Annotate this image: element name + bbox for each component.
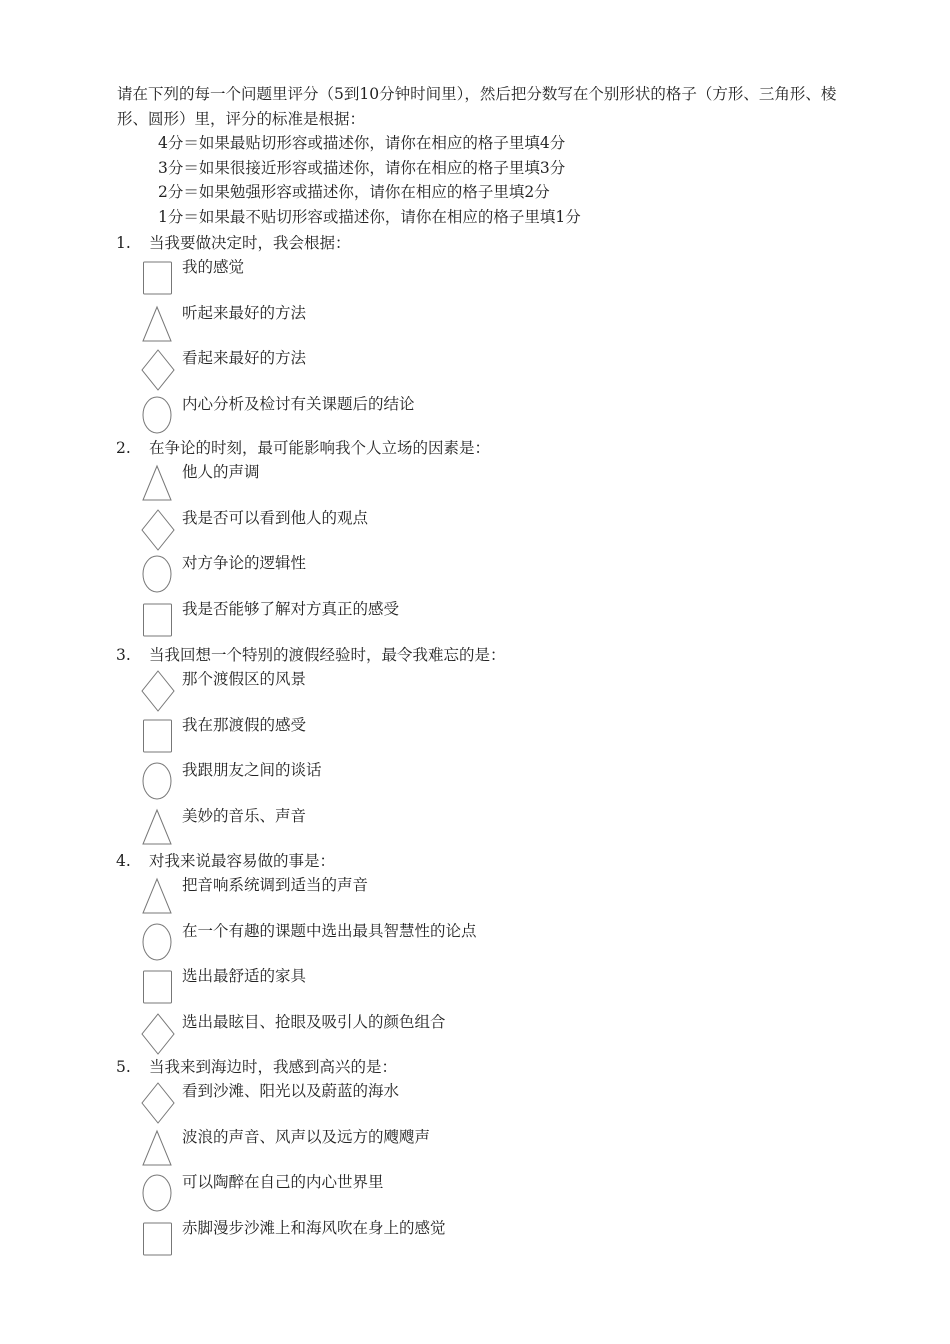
- question-number: 5.: [116, 1058, 131, 1076]
- option-label: 波浪的声音、风声以及远方的飕飕声: [182, 1127, 431, 1146]
- scoring-rule: 2分＝如果勉强形容或描述你，请你在相应的格子里填2分: [158, 183, 550, 201]
- option-label: 选出最眩目、抢眼及吸引人的颜色组合: [182, 1012, 446, 1031]
- circle-answer-box[interactable]: [142, 761, 172, 801]
- question-number: 2.: [116, 439, 131, 457]
- option-label: 把音响系统调到适当的声音: [182, 876, 369, 894]
- square-answer-box[interactable]: [142, 716, 172, 756]
- triangle-answer-box[interactable]: [142, 304, 172, 344]
- square-answer-box[interactable]: [142, 600, 172, 640]
- square-answer-box[interactable]: [142, 967, 172, 1007]
- option-label: 对方争论的逻辑性: [182, 554, 307, 572]
- circle-answer-box[interactable]: [142, 922, 172, 962]
- question-text: 当我要做决定时，我会根据：: [149, 234, 351, 252]
- diamond-answer-box[interactable]: [141, 349, 175, 391]
- circle-answer-box[interactable]: [142, 395, 172, 435]
- option-label: 我的感觉: [182, 258, 245, 276]
- triangle-answer-box[interactable]: [142, 807, 172, 847]
- option-label: 内心分析及检讨有关课题后的结论: [182, 394, 415, 413]
- option-label: 我是否能够了解对方真正的感受: [182, 599, 400, 618]
- question-number: 1.: [116, 234, 131, 252]
- triangle-answer-box[interactable]: [142, 463, 172, 503]
- option-label: 我在那渡假的感受: [182, 715, 307, 734]
- diamond-answer-box[interactable]: [141, 509, 175, 551]
- option-label: 可以陶醉在自己的内心世界里: [182, 1173, 384, 1191]
- option-label: 我是否可以看到他人的观点: [182, 508, 369, 527]
- square-answer-box[interactable]: [142, 1219, 172, 1259]
- option-label: 美妙的音乐、声音: [182, 806, 307, 825]
- question-text: 当我回想一个特别的渡假经验时，最令我难忘的是：: [149, 646, 506, 664]
- option-label: 听起来最好的方法: [182, 303, 307, 322]
- question-text: 对我来说最容易做的事是：: [149, 852, 336, 870]
- option-label: 赤脚漫步沙滩上和海风吹在身上的感觉: [182, 1218, 446, 1237]
- diamond-answer-box[interactable]: [141, 670, 175, 712]
- question-number: 3.: [116, 646, 131, 664]
- square-answer-box[interactable]: [142, 258, 172, 298]
- instructions-text: 请在下列的每一个问题里评分（5到10分钟时间里），然后把分数写在个别形状的格子（方形、三角形、棱形、圆形）里，评分的标准是根据：: [117, 85, 837, 128]
- option-label: 看到沙滩、阳光以及蔚蓝的海水: [182, 1082, 400, 1100]
- diamond-answer-box[interactable]: [141, 1013, 175, 1055]
- option-label: 在一个有趣的课题中选出最具智慧性的论点: [182, 921, 477, 940]
- option-label: 他人的声调: [182, 463, 260, 481]
- circle-answer-box[interactable]: [142, 1173, 172, 1213]
- circle-answer-box[interactable]: [142, 554, 172, 594]
- option-label: 我跟朋友之间的谈话: [182, 761, 322, 779]
- scoring-rule: 1分＝如果最不贴切形容或描述你，请你在相应的格子里填1分: [158, 208, 581, 226]
- question-text: 在争论的时刻，最可能影响我个人立场的因素是：: [149, 439, 491, 457]
- question-text: 当我来到海边时，我感到高兴的是：: [149, 1058, 398, 1076]
- triangle-answer-box[interactable]: [142, 876, 172, 916]
- question-number: 4.: [116, 852, 131, 870]
- option-label: 看起来最好的方法: [182, 349, 307, 367]
- scoring-rule: 3分＝如果很接近形容或描述你，请你在相应的格子里填3分: [158, 159, 566, 177]
- option-label: 选出最舒适的家具: [182, 967, 307, 985]
- diamond-answer-box[interactable]: [141, 1082, 175, 1124]
- scoring-rule: 4分＝如果最贴切形容或描述你，请你在相应的格子里填4分: [158, 134, 566, 152]
- option-label: 那个渡假区的风景: [182, 670, 307, 688]
- triangle-answer-box[interactable]: [142, 1128, 172, 1168]
